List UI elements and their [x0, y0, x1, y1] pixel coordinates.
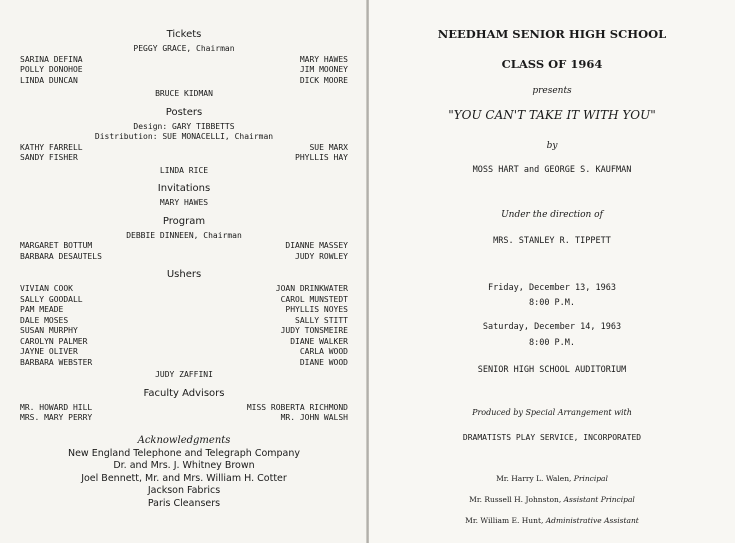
- ushers-row: BARBARA WEBSTER DIANE WOOD: [20, 357, 348, 367]
- posters-distribution: Distribution: SUE MONACELLI, Chairman: [94, 132, 274, 141]
- tickets-heading: Tickets: [166, 29, 202, 40]
- program-heading: Program: [162, 215, 206, 227]
- time-friday: 8:00 P.M.: [528, 298, 576, 308]
- tickets-extra: BRUCE KIDMAN: [155, 89, 213, 98]
- ushers-row: CAROLYN PALMER DIANE WALKER: [20, 336, 348, 346]
- ushers-extra: JUDY ZAFFINI: [155, 370, 213, 379]
- posters-extra: LINDA RICE: [159, 165, 209, 175]
- staff-line: Mr. Russell H. Johnston, Assistant Principal: [469, 495, 635, 504]
- tickets-row: POLLY DONOHOE JIM MOONEY: [20, 65, 348, 74]
- program-row: BARBARA DESAUTELS JUDY ROWLEY: [20, 251, 348, 261]
- right-page: [369, 0, 735, 543]
- posters-design: Design: GARY TIBBETTS: [133, 121, 235, 131]
- direction-label: Under the direction of: [501, 210, 603, 220]
- ushers-heading: Ushers: [166, 269, 202, 280]
- ushers-row: SALLY GOODALL CAROL MUNSTEDT: [20, 294, 348, 304]
- tickets-row: SARINA DEFINA MARY HAWES: [20, 54, 348, 64]
- by-label: by: [546, 141, 558, 151]
- ushers-row: PAM MEADE PHYLLIS NOYES: [20, 305, 348, 314]
- tickets-row: LINDA DUNCAN DICK MOORE: [20, 75, 348, 85]
- ushers-row: VIVIAN COOK JOAN DRINKWATER: [20, 284, 348, 293]
- posters-row: SANDY FISHER PHYLLIS HAY: [20, 153, 348, 162]
- presents-label: presents: [532, 86, 572, 96]
- faculty-heading: Faculty Advisors: [143, 387, 225, 399]
- play-title: "YOU CAN'T TAKE IT WITH YOU": [448, 108, 656, 122]
- program-chair: DEBBIE DINNEEN, Chairman: [126, 230, 242, 240]
- tickets-chair: PEGGY GRACE, Chairman: [133, 44, 235, 53]
- staff-line: Mr. William E. Hunt, Administrative Assistant: [465, 516, 639, 525]
- posters-row: KATHY FARRELL SUE MARX: [20, 142, 348, 152]
- invitations-heading: Invitations: [157, 183, 211, 194]
- school-name: NEEDHAM SENIOR HIGH SCHOOL: [437, 27, 667, 41]
- ushers-row: JAYNE OLIVER CARLA WOOD: [20, 347, 348, 356]
- posters-heading: Posters: [165, 106, 203, 118]
- class-year: CLASS OF 1964: [501, 57, 603, 71]
- time-saturday: 8:00 P.M.: [528, 338, 576, 348]
- ushers-row: DALE MOSES SALLY STITT: [20, 315, 348, 325]
- venue: SENIOR HIGH SCHOOL AUDITORIUM: [477, 365, 627, 375]
- acknowledgment-line: Paris Cleansers: [147, 497, 221, 509]
- program-row: MARGARET BOTTUM DIANNE MASSEY: [20, 241, 348, 250]
- acknowledgment-line: Joel Bennett, Mr. and Mrs. William H. Cotter: [81, 472, 287, 484]
- acknowledgment-line: New England Telephone and Telegraph Company: [67, 447, 301, 459]
- acknowledgment-line: Dr. and Mrs. J. Whitney Brown: [113, 460, 255, 471]
- invitations-name: MARY HAWES: [159, 198, 209, 207]
- arrangement-label: Produced by Special Arrangement with: [472, 408, 632, 417]
- date-saturday: Saturday, December 14, 1963: [482, 322, 622, 332]
- faculty-row: MR. HOWARD HILL MISS ROBERTA RICHMOND: [20, 402, 348, 412]
- authors: MOSS HART and GEORGE S. KAUFMAN: [472, 165, 632, 175]
- ushers-row: SUSAN MURPHY JUDY TONSMEIRE: [20, 326, 348, 335]
- play-service: DRAMATISTS PLAY SERVICE, INCORPORATED: [462, 433, 642, 442]
- staff-line: Mr. Harry L. Walen, Principal: [496, 474, 608, 483]
- acknowledgments-heading: Acknowledgments: [137, 434, 231, 446]
- faculty-row: MRS. MARY PERRY MR. JOHN WALSH: [20, 413, 348, 422]
- acknowledgment-line: Jackson Fabrics: [147, 485, 221, 496]
- director: MRS. STANLEY R. TIPPETT: [493, 236, 611, 246]
- date-friday: Friday, December 13, 1963: [488, 283, 616, 293]
